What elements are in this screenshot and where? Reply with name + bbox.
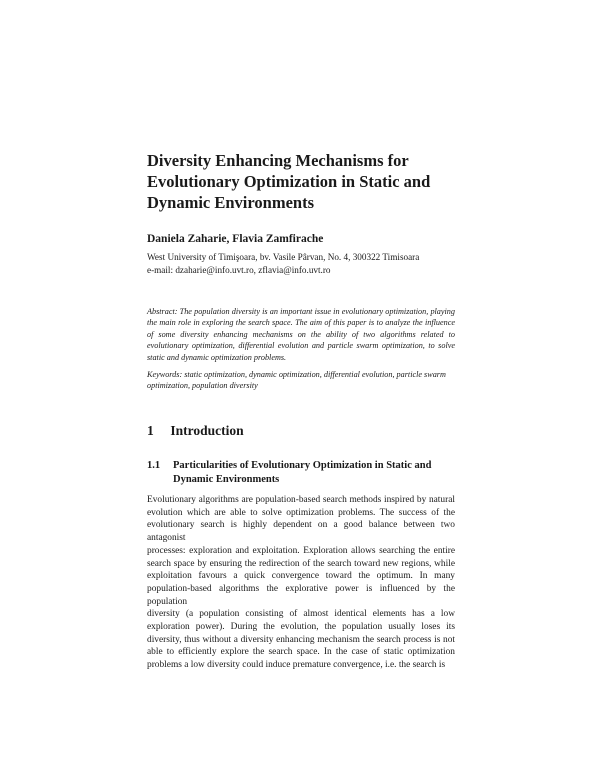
body-line: evolution which are able to solve optimization problems. The success of the [147, 507, 455, 518]
body-line: problems a low diversity could induce premature convergence, i.e. the search is [147, 660, 446, 671]
body-line: diversity, thus without a diversity enhancing mechanism the search process is not [147, 634, 455, 645]
affiliation-email: e-mail: dzaharie@info.uvt.ro, zflavia@info.uvt.ro [147, 265, 331, 275]
paper-title: Diversity Enhancing Mechanisms for Evolutionary Optimization in Static and Dynamic Environments [147, 151, 431, 212]
body-line: search space by ensuring the redirection of the search toward new regions, while [147, 558, 455, 569]
body-line: processes: exploration and exploitation. Exploration allows searching the entire [147, 545, 455, 556]
body-line: population-based algorithms the explorative power is influenced by the population [147, 583, 455, 607]
author-list: Daniela Zaharie, Flavia Zamfirache [147, 233, 324, 245]
section-number: 1 [147, 423, 154, 438]
body-line: exploration power). During the evolution, the population usually loses its [147, 622, 455, 633]
body-line: evolutionary search is highly dependent on a good balance between two antagonist [147, 520, 455, 544]
body-line: able to efficiently explore the search space. In the case of static optimization [147, 647, 455, 658]
section-title: Introduction [170, 423, 244, 438]
body-line: exploitation favours a quick convergence toward the optimum. In many [147, 571, 455, 582]
section-heading [147, 423, 244, 439]
subsection-heading [147, 459, 455, 487]
body-line: diversity (a population consisting of almost identical elements has a low [147, 609, 455, 620]
affiliation-address: West University of Timişoara, bv. Vasile Pârvan, No. 4, 300322 Timisoara [147, 252, 420, 262]
body-paragraph [147, 494, 455, 672]
subsection-number: 1.1 [147, 460, 161, 471]
keywords: Keywords: static optimization, dynamic optimization, differential evolution, particle swarm optimization, population diversity [147, 370, 446, 391]
subsection-title: Particularities of Evolutionary Optimization in Static and Dynamic Environments [173, 460, 432, 485]
affiliation-block [147, 251, 455, 277]
abstract: Abstract: The population diversity is an important issue in evolutionary optimization, playing the main role in exploring the search space. The aim of this paper is to analyze the influence of some diversity enhancing mechanisms on the ability of two algorithms related to evolutionary optimization, differential evolution and particle swarm optimization, to solve static and dynamic optimization problems. [147, 307, 455, 362]
body-line: Evolutionary algorithms are population-based search methods inspired by natural [147, 495, 455, 505]
